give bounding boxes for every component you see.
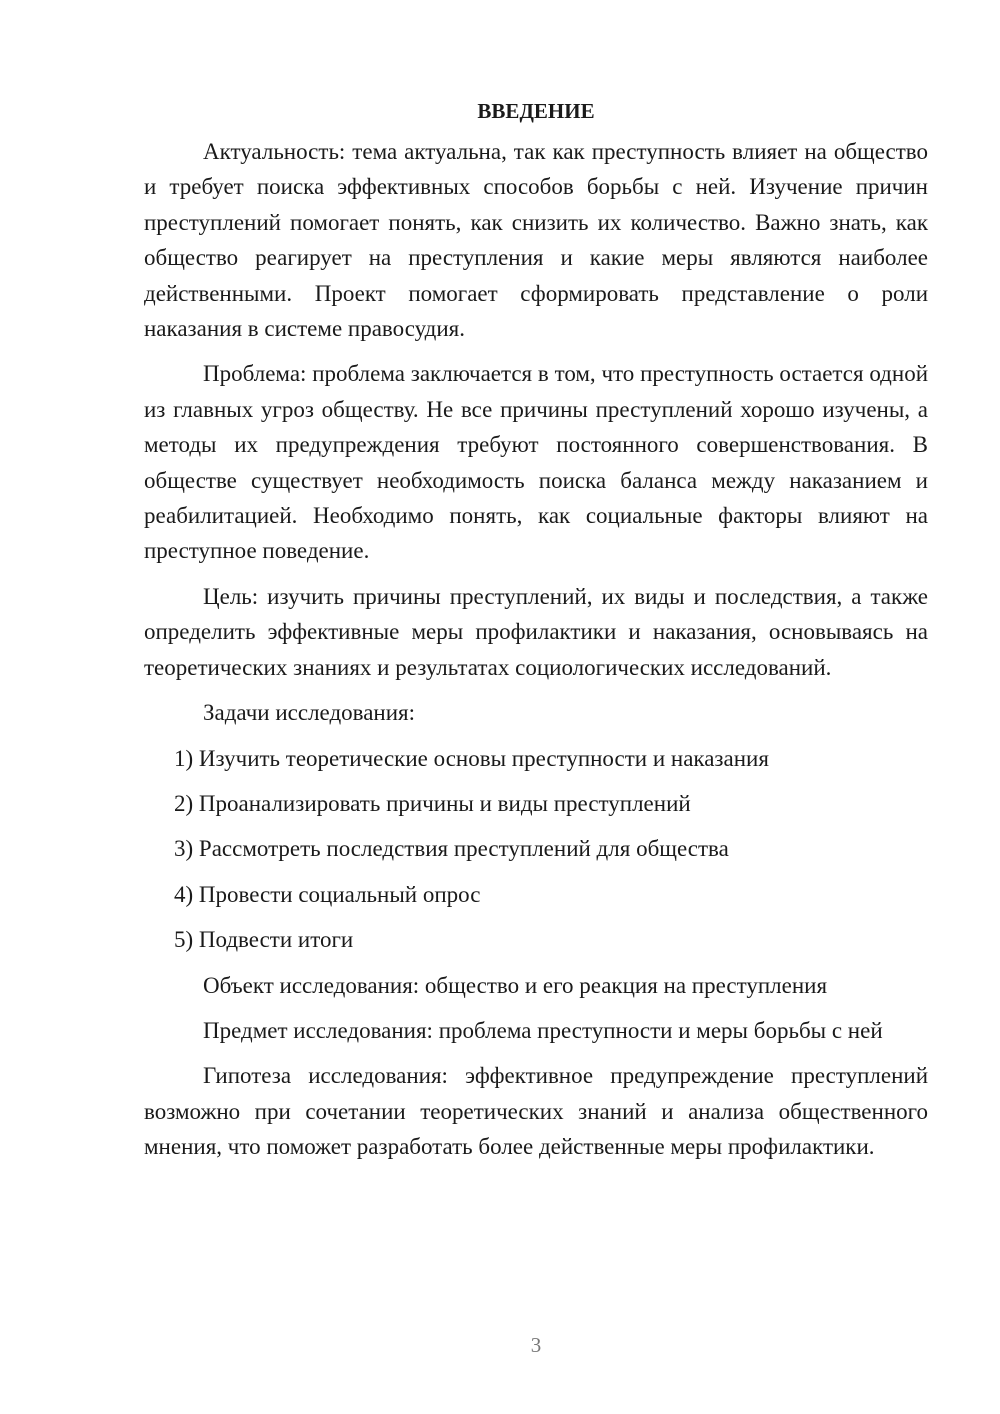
tasks-heading: Задачи исследования: [203,700,416,726]
task-item: 5) Подвести итоги [174,927,354,953]
page-title: ВВЕДЕНИЕ [477,99,595,123]
task-item: 1) Изучить теоретические основы преступности и наказания [174,745,769,771]
problem-paragraph: Проблема: проблема заключается в том, что преступность остается одной из главных угроз обществу. Не все причины преступлений хорошо изучены, а методы их предупреждения требуют постоянного совершенствования. В обществе существует необходимость поиска баланса между наказанием и реабилитацией. Необходимо понять, как социальные факторы влияют на преступное поведение. [144,361,928,564]
task-item: 4) Провести социальный опрос [174,881,481,907]
page-number: 3 [530,1333,542,1357]
task-item: 3) Рассмотреть последствия преступлений для общества [174,836,729,862]
task-item: 2) Проанализировать причины и виды преступлений [174,790,691,816]
subject-paragraph: Предмет исследования: проблема преступности и меры борьбы с ней [203,1017,883,1043]
tasks-list [144,741,928,958]
hypothesis-paragraph: Гипотеза исследования: эффективное предупреждение преступлений возможно при сочетании теоретических знаний и анализа общественного мнения, что поможет разработать более действенные меры профилактики. [144,1063,928,1160]
object-paragraph: Объект исследования: общество и его реакция на преступления [203,972,828,998]
goal-paragraph: Цель: изучить причины преступлений, их виды и последствия, а также определить эффективные меры профилактики и наказания, основываясь на теоретических знаниях и результатах социологических исследований. [144,583,928,680]
document-page [144,94,928,1175]
relevance-paragraph: Актуальность: тема актуальна, так как преступность влияет на общество и требует поиска эффективных способов борьбы с ней. Изучение причин преступлений помогает понять, как снизить их количество. Важно знать, как общество реагирует на преступления и какие меры являются наиболее действенными. Проект помогает сформировать представление о роли наказания в системе правосудия. [144,139,928,342]
